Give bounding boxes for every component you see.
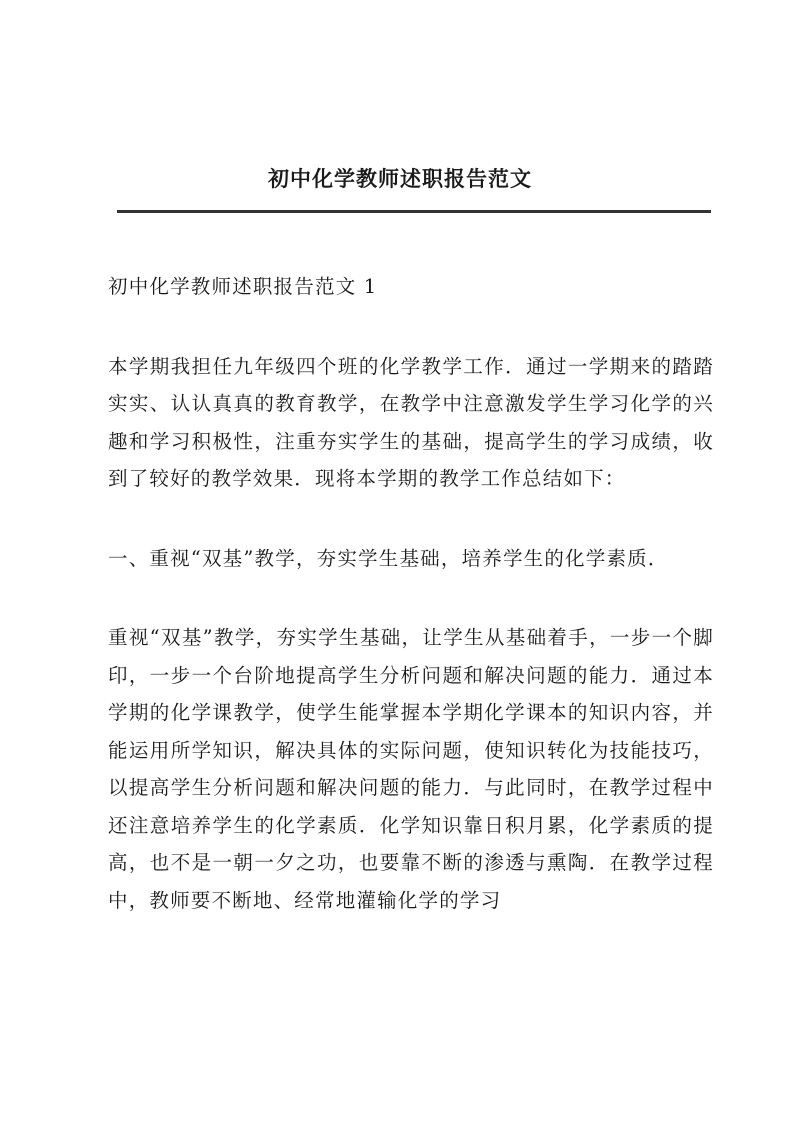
paragraph-body: 重视“双基”教学，夯实学生基础，让学生从基础着手，一步一个脚印，一步一个台阶地提高学生分析问题和解决问题的能力．通过本学期的化学课教学，使学生能掌握本学期化学课本的知识内容，并能运用所学知识，解决具体的实际问题，使知识转化为技能技巧，以提高学生分析问题和解决问题的能力．与此同时，在教学过程中还注意培养学生的化学素质．化学知识靠日积月累，化学素质的提高，也不是一朝一夕之功，也要靠不断的渗透与熏陶．在教学过程中，教师要不断地、经常地灌输化学的学习 xyxy=(108,626,714,912)
document-title: 初中化学教师述职报告范文 xyxy=(268,166,532,191)
paragraph-point-one: 一、重视“双基”教学，夯实学生基础，培养学生的化学素质． xyxy=(108,546,669,570)
document-body xyxy=(108,268,714,961)
section-heading: 初中化学教师述职报告范文 1 xyxy=(108,275,378,298)
title-divider xyxy=(117,210,711,213)
paragraph-intro: 本学期我担任九年级四个班的化学教学工作．通过一学期来的踏踏实实、认认真真的教育教学，在教学中注意激发学生学习化学的兴趣和学习积极性，注重夯实学生的基础，提高学生的学习成绩，收到了较好的教学效果．现将本学期的教学工作总结如下： xyxy=(108,354,714,490)
